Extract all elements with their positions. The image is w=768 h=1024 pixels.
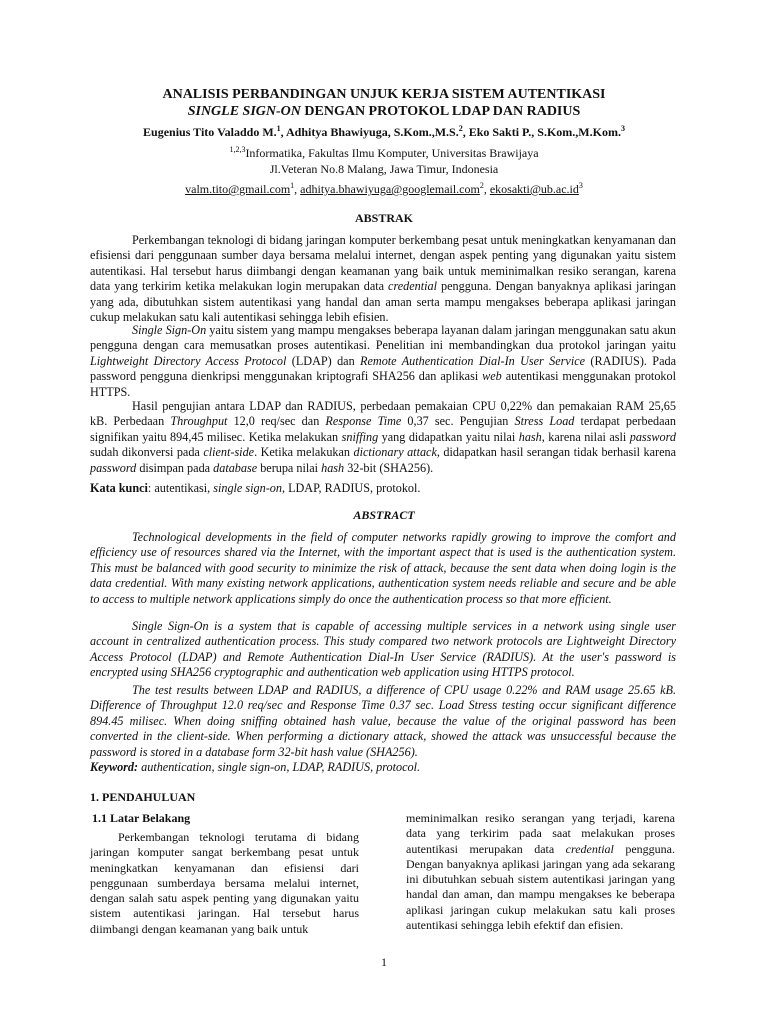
- text-run: sudah dikonversi pada: [90, 445, 204, 460]
- text-run: pengguna. Dengan banyaknya aplikasi jaringan yang ada, dibutuhkan sistem autentikasi yang handal dan aman serta mampu mengakses beberapa aplikasi jaringan cukup melakukan satu kali autentikasi sehingga lebih efisien.: [90, 279, 676, 325]
- kata-kunci-label: Kata kunci: [90, 481, 148, 495]
- italic-term: dictionary attack: [353, 445, 437, 460]
- text-run: disimpan pada: [136, 460, 214, 475]
- author-2-sup: 2: [458, 124, 463, 133]
- text-run: yang didapatkan yaitu nilai: [378, 429, 519, 444]
- author-list: [0, 125, 768, 140]
- italic-term: Remote Authentication Dial-In User Service: [360, 353, 586, 368]
- italic-term: client-side: [203, 445, 255, 460]
- text-run: meminimalkan resiko serangan yang terjadi, karena data yang terkirim pada saat melakukan proses autentikasi merupakan data: [406, 811, 675, 856]
- italic-term: hash: [518, 429, 542, 444]
- italic-term: credential: [565, 841, 614, 856]
- subsection-heading: 1.1 Latar Belakang: [92, 811, 191, 825]
- page-number: 1: [381, 955, 387, 969]
- italic-term: sniffing: [341, 429, 379, 444]
- italic-term: web: [482, 369, 502, 384]
- body-column-left: Perkembangan teknologi terutama di bidang jaringan komputer sangat berkembang pesat untuk meningkatkan kenyamanan dan efisiensi dari penggunaan sumberdaya bersama melalui internet, dengan salah satu aspek penting yang digunakan yaitu sistem autentikasi jaringan. Hal tersebut harus diimbangi dengan keamanan yang baik untuk: [90, 830, 359, 936]
- abstract-paragraph-2: Single Sign-On is a system that is capable of accessing multiple services in a network using single user account in centralized authentication process. This study compared two network protocols are Lightweight Directory Access Protocol (LDAP) and Remote Authentication Dial-In User Service (RADIUS). At the user's password is encrypted using SHA256 cryptographic and authentication web application using HTTPS protocol.: [90, 619, 676, 680]
- italic-term: hash: [321, 460, 345, 475]
- email-link-1[interactable]: valm.tito@gmail.com: [185, 182, 291, 196]
- text-run: : autentikasi,: [147, 481, 214, 495]
- text-run: (RADIUS). Pada password pengguna dienkripsi menggunakan kriptografi SHA256 dan aplikasi: [90, 353, 676, 384]
- italic-term: database: [213, 460, 258, 475]
- author-1: Eugenius Tito Valaddo M.: [143, 125, 277, 139]
- text-run: yaitu sistem yang mampu mengakses beberapa layanan dalam jaringan menggunakan satu akun pengguna dengan cara memusatkan proses autentikasi. Penelitian ini membandingkan dua protokol jaringan yaitu: [90, 323, 676, 353]
- email-list: [0, 182, 768, 197]
- abstrak-paragraph-2: [90, 323, 676, 400]
- paper-title-line-1: ANALISIS PERBANDINGAN UNJUK KERJA SISTEM AUTENTIKASI: [162, 87, 606, 102]
- text-run: authentication, single sign-on, LDAP, RADIUS, protocol.: [138, 760, 421, 774]
- abstract-heading: ABSTRACT: [353, 508, 415, 522]
- author-2: , Adhitya Bhawiyuga, S.Kom.,M.S.: [280, 125, 459, 139]
- email-separator: ,: [294, 182, 301, 196]
- abstrak-paragraph-1: [90, 233, 676, 325]
- text-run: 32-bit (SHA256).: [344, 460, 434, 475]
- text-run: 12,0 req/sec dan: [227, 414, 326, 429]
- italic-term: password: [629, 429, 676, 444]
- italic-term: Response Time: [325, 414, 402, 429]
- text-run: , didapatkan hasil serangan tidak berhasil karena: [436, 445, 676, 460]
- text-run: 0,37 sec. Pengujian: [401, 414, 515, 429]
- author-3-sup: 3: [620, 124, 625, 133]
- text-run: , LDAP, RADIUS, protokol.: [281, 481, 421, 495]
- author-3: , Eko Sakti P., S.Kom.,M.Kom.: [462, 125, 621, 139]
- email-3-sup: 3: [578, 181, 583, 190]
- text-run: autentikasi menggunakan protokol HTTPS.: [90, 369, 676, 399]
- keyword-label: Keyword:: [90, 760, 139, 774]
- text-run: terdapat perbedaan signifikan yaitu 894,45 milisec. Ketika melakukan: [90, 414, 676, 444]
- abstrak-paragraph-3: [90, 399, 676, 476]
- email-link-2[interactable]: adhitya.bhawiyuga@googlemail.com: [300, 182, 480, 196]
- title-rest: DENGAN PROTOKOL LDAP DAN RADIUS: [300, 104, 581, 119]
- italic-term: Single Sign-On: [132, 323, 207, 337]
- abstract-paragraph-3: The test results between LDAP and RADIUS, a difference of CPU usage 0.22% and RAM usage 25.65 kB. Difference of Throughput 12.0 req/sec and Response Time 0.37 sec. Load Stress testing occur significant difference 894.45 milisec. When doing sniffing obtained hash value, because the value of the original password has been converted in the client-side. When performing a dictionary attack, showed the attack was unsuccessful because the password is stored in a database form 32-bit hash value (SHA256).: [90, 683, 676, 759]
- text-run: pengguna. Dengan banyaknya aplikasi jaringan yang ada sekarang ini dibutuhkan sebuah sistem autentikasi jaringan yang handal dan aman, dan mampu mengakses ke beberapa aplikasi jaringan cukup melakukan satu kali proses autentikasi sehingga lebih efektif dan efisien.: [406, 841, 676, 933]
- affiliation-sup: 1,2,3: [229, 145, 246, 154]
- body-column-right: [406, 811, 675, 933]
- affiliation: [0, 146, 768, 161]
- affiliation-text: Informatika, Fakultas Ilmu Komputer, Universitas Brawijaya: [245, 146, 539, 160]
- email-link-3[interactable]: ekosakti@ub.ac.id: [489, 182, 579, 196]
- abstract-paragraph-1: Technological developments in the field of computer networks rapidly growing to improve the comfort and efficiency use of resources shared via the Internet, with the important aspect that is used is the authentication system. This must be balanced with good security to minimize the risk of attack, because the sent data when doing login is the data credential. With many existing network applications, authentication system needs reliable and secure and be able to access to multiple network applications simply do once the authentication process so that more efficient.: [90, 530, 676, 606]
- email-2-sup: 2: [479, 181, 484, 190]
- text-run: Hasil pengujian antara LDAP dan RADIUS, perbedaan pemakaian CPU 0,22% dan pemakaian RAM 25,65 kB. Perbedaan: [90, 399, 676, 429]
- italic-term: Lightweight Directory Access Protocol: [90, 353, 287, 368]
- italic-term: credential: [388, 279, 437, 294]
- address: Jl.Veteran No.8 Malang, Jawa Timur, Indonesia: [269, 162, 499, 176]
- text-run: , karena nilai asli: [541, 429, 630, 444]
- text-run: (LDAP) dan: [286, 353, 361, 368]
- kata-kunci: [90, 481, 676, 496]
- text-run: . Ketika melakukan: [254, 445, 354, 460]
- italic-term: Stress Load: [514, 414, 575, 429]
- text-run: berupa nilai: [257, 460, 322, 475]
- email-separator: ,: [483, 182, 490, 196]
- keywords-english: [90, 760, 676, 775]
- italic-term: password: [90, 460, 137, 475]
- paper-title-line-2: [0, 103, 768, 120]
- section-heading: 1. PENDAHULUAN: [90, 790, 196, 804]
- abstrak-heading: ABSTRAK: [354, 211, 413, 225]
- italic-term: single sign-on: [213, 481, 282, 495]
- email-1-sup: 1: [290, 181, 295, 190]
- title-italic-term: SINGLE SIGN-ON: [187, 104, 301, 119]
- author-1-sup: 1: [276, 124, 281, 133]
- italic-term: Throughput: [170, 414, 228, 429]
- text-run: Perkembangan teknologi di bidang jaringan komputer berkembang pesat untuk meningkatkan kenyamanan dan efisiensi dari penggunaan sumber daya bersama melalui internet, dengan aspek penting yang digunakan yaitu sistem autentikasi. Hal tersebut harus diimbangi dengan keamanan yang baik untuk meminimalkan resiko serangan, karena data yang terkirim ketika melakukan login merupakan data: [90, 233, 676, 294]
